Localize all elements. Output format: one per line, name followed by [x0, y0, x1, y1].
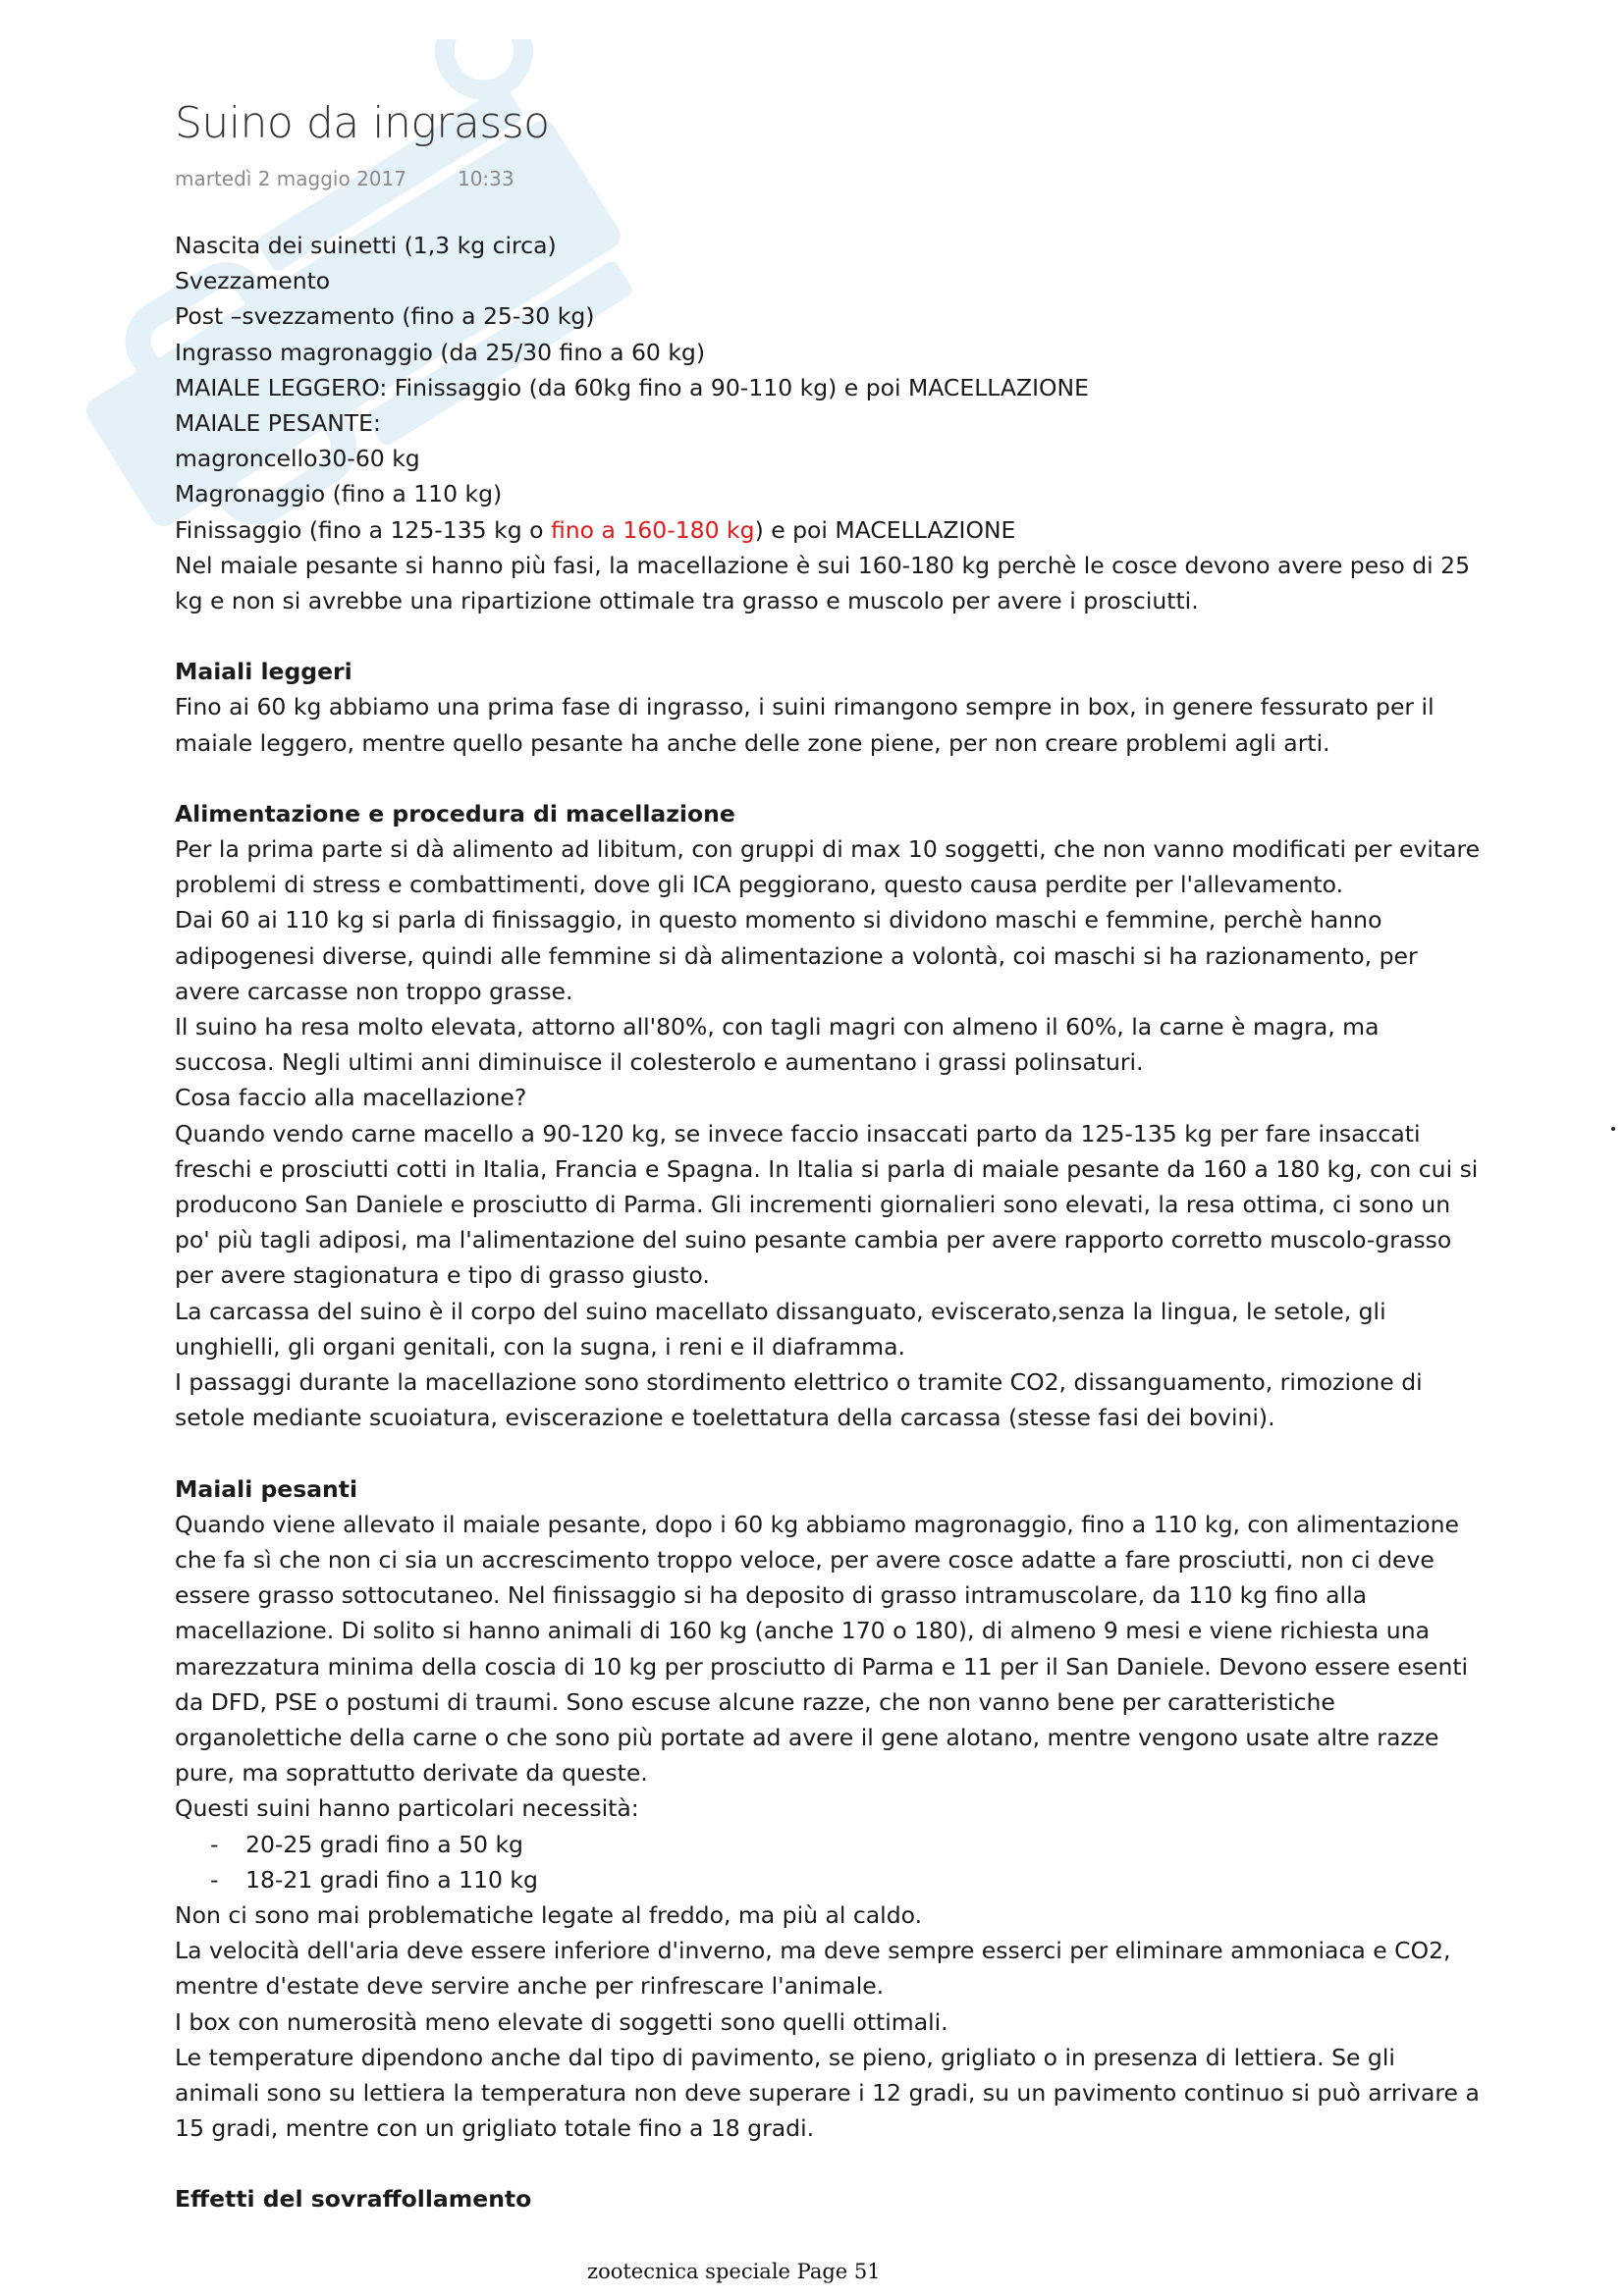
paragraph: Il suino ha resa molto elevata, attorno all'80%, con tagli magri con almeno il 60%, la carne è magra, ma succosa. Negli ultimi anni diminuisce il colesterolo e aumentano i grassi polinsaturi. — [175, 1013, 1380, 1077]
intro-line: Post –svezzamento (fino a 25-30 kg) — [175, 302, 595, 331]
paragraph: Quando vendo carne macello a 90-120 kg, se invece faccio insaccati parto da 125-135 kg per fare insaccati freschi e prosciutti cotti in Italia, Francia e Spagna. In Italia si parla di maiale pesante da 160 a 180 kg, con cui si producono San Daniele e prosciutto di Parma. Gli incrementi giornalieri sono elevati, la resa ottima, ci sono un po' più tagli adiposi, ma l'alimentazione del suino pesante cambia per avere rapporto corretto muscolo-grasso per avere stagionatura e tipo di grasso giusto. — [175, 1119, 1479, 1290]
paragraph: Dai 60 ai 110 kg si parla di finissaggio, in questo momento si dividono maschi e femmine, perchè hanno adipogenesi diverse, quindi alle femmine si dà alimentazione a volontà, coi maschi si ha razionamento, per avere carcasse non troppo grasse. — [175, 906, 1418, 1005]
stray-dot — [1611, 1127, 1615, 1131]
paragraph: I box con numerosità meno elevate di soggetti sono quelli ottimali. — [175, 2007, 948, 2036]
paragraph: I passaggi durante la macellazione sono stordimento elettrico o tramite CO2, dissanguamento, rimozione di setole mediante scuoiatura, eviscerazione e toelettatura della carcassa (stesse fasi dei bovini). — [175, 1368, 1423, 1432]
date-text: martedì 2 maggio 2017 — [175, 167, 406, 190]
paragraph: La velocità dell'aria deve essere inferiore d'inverno, ma deve sempre esserci per eliminare ammoniaca e CO2, mentre d'estate deve servire anche per rinfrescare l'animale. — [175, 1937, 1451, 2001]
intro-line: MAIALE LEGGERO: Finissaggio (da 60kg fino a 90-110 kg) e poi MACELLAZIONE — [175, 373, 1089, 401]
intro-line: Nascita dei suinetti (1,3 kg circa) — [175, 232, 557, 259]
timestamp — [175, 167, 514, 190]
section-heading-maiali-leggeri: Maiali leggeri — [175, 658, 352, 686]
page-footer: zootecnica speciale Page 51 — [587, 2260, 881, 2283]
intro-line: Magronaggio (fino a 110 kg) — [175, 480, 503, 508]
highlight-red-text: fino a 160-180 kg — [550, 515, 755, 544]
paragraph: La carcassa del suino è il corpo del suino macellato dissanguato, eviscerato,senza la lingua, le setole, gli unghielli, gli organi genitali, con la sugna, i reni e il diaframma. — [175, 1297, 1386, 1361]
intro-line: Ingrasso magronaggio (da 25/30 fino a 60 kg) — [175, 338, 706, 366]
intro-paragraph: Nel maiale pesante si hanno più fasi, la macellazione è sui 160-180 kg perchè le cosce devono avere peso di 25 kg e non si avrebbe una ripartizione ottimale tra grasso e muscolo per avere i prosciutti. — [175, 551, 1471, 615]
paragraph: Per la prima parte si dà alimento ad libitum, con gruppi di max 10 soggetti, che non vanno modificati per evitare problemi di stress e combattimenti, dove gli ICA peggiorano, questo causa perdite per l'allevamento. — [175, 835, 1481, 899]
intro-line: MAIALE PESANTE: — [175, 409, 381, 438]
text-span: Finissaggio (fino a 125-135 kg o — [175, 515, 551, 544]
paragraph: Non ci sono mai problematiche legate al freddo, ma più al caldo. — [175, 1900, 923, 1929]
paragraph: Fino ai 60 kg abbiamo una prima fase di ingrasso, i suini rimangono sempre in box, in genere fessurato per il maiale leggero, mentre quello pesante ha anche delle zone piene, per non creare problemi agli arti. — [175, 693, 1435, 757]
intro-line: magroncello30-60 kg — [175, 445, 420, 473]
paragraph: Questi suini hanno particolari necessità: — [175, 1794, 639, 1823]
section-heading-sovraffollamento: Effetti del sovraffollamento — [175, 2185, 532, 2214]
list-item: - 18-21 gradi fino a 110 kg — [210, 1862, 1481, 1897]
temperature-list — [175, 1827, 1481, 1897]
text-span: ) e poi MACELLAZIONE — [754, 515, 1016, 544]
intro-line: Svezzamento — [175, 267, 331, 295]
paragraph: Cosa faccio alla macellazione? — [175, 1084, 527, 1112]
page-title: Suino da ingrasso — [175, 98, 550, 148]
section-heading-alimentazione: Alimentazione e procedura di macellazione — [175, 799, 735, 828]
section-heading-maiali-pesanti: Maiali pesanti — [175, 1474, 358, 1503]
note-body — [175, 228, 1481, 2217]
list-item: - 20-25 gradi fino a 50 kg — [210, 1827, 1481, 1862]
time-text: 10:33 — [457, 167, 514, 190]
paragraph: Quando viene allevato il maiale pesante, dopo i 60 kg abbiamo magronaggio, fino a 110 kg, con alimentazione che fa sì che non ci sia un accrescimento troppo veloce, per avere cosce adatte a fare prosciutti, non ci deve essere grasso sottocutaneo. Nel finissaggio si ha deposito di grasso intramuscolare, da 110 kg fino alla macellazione. Di solito si hanno animali di 160 kg (anche 170 o 180), di almeno 9 mesi e viene richiesta una marezzatura minima della coscia di 10 kg per prosciutto di Parma e 11 per il San Daniele. Devono essere esenti da DFD, PSE o postumi di traumi. Sono escuse alcune razze, che non vanno bene per caratteristiche organolettiche della carne o che sono più portate ad avere il gene alotano, mentre vengono usate altre razze pure, ma soprattutto derivate da queste. — [175, 1510, 1469, 1788]
paragraph: Le temperature dipendono anche dal tipo di pavimento, se pieno, grigliato o in presenza di lettiera. Se gli animali sono su lettiera la temperatura non deve superare i 12 gradi, su un pavimento continuo si può arrivare a 15 gradi, mentre con un grigliato totale fino a 18 gradi. — [175, 2043, 1480, 2143]
intro-line — [175, 512, 1481, 548]
